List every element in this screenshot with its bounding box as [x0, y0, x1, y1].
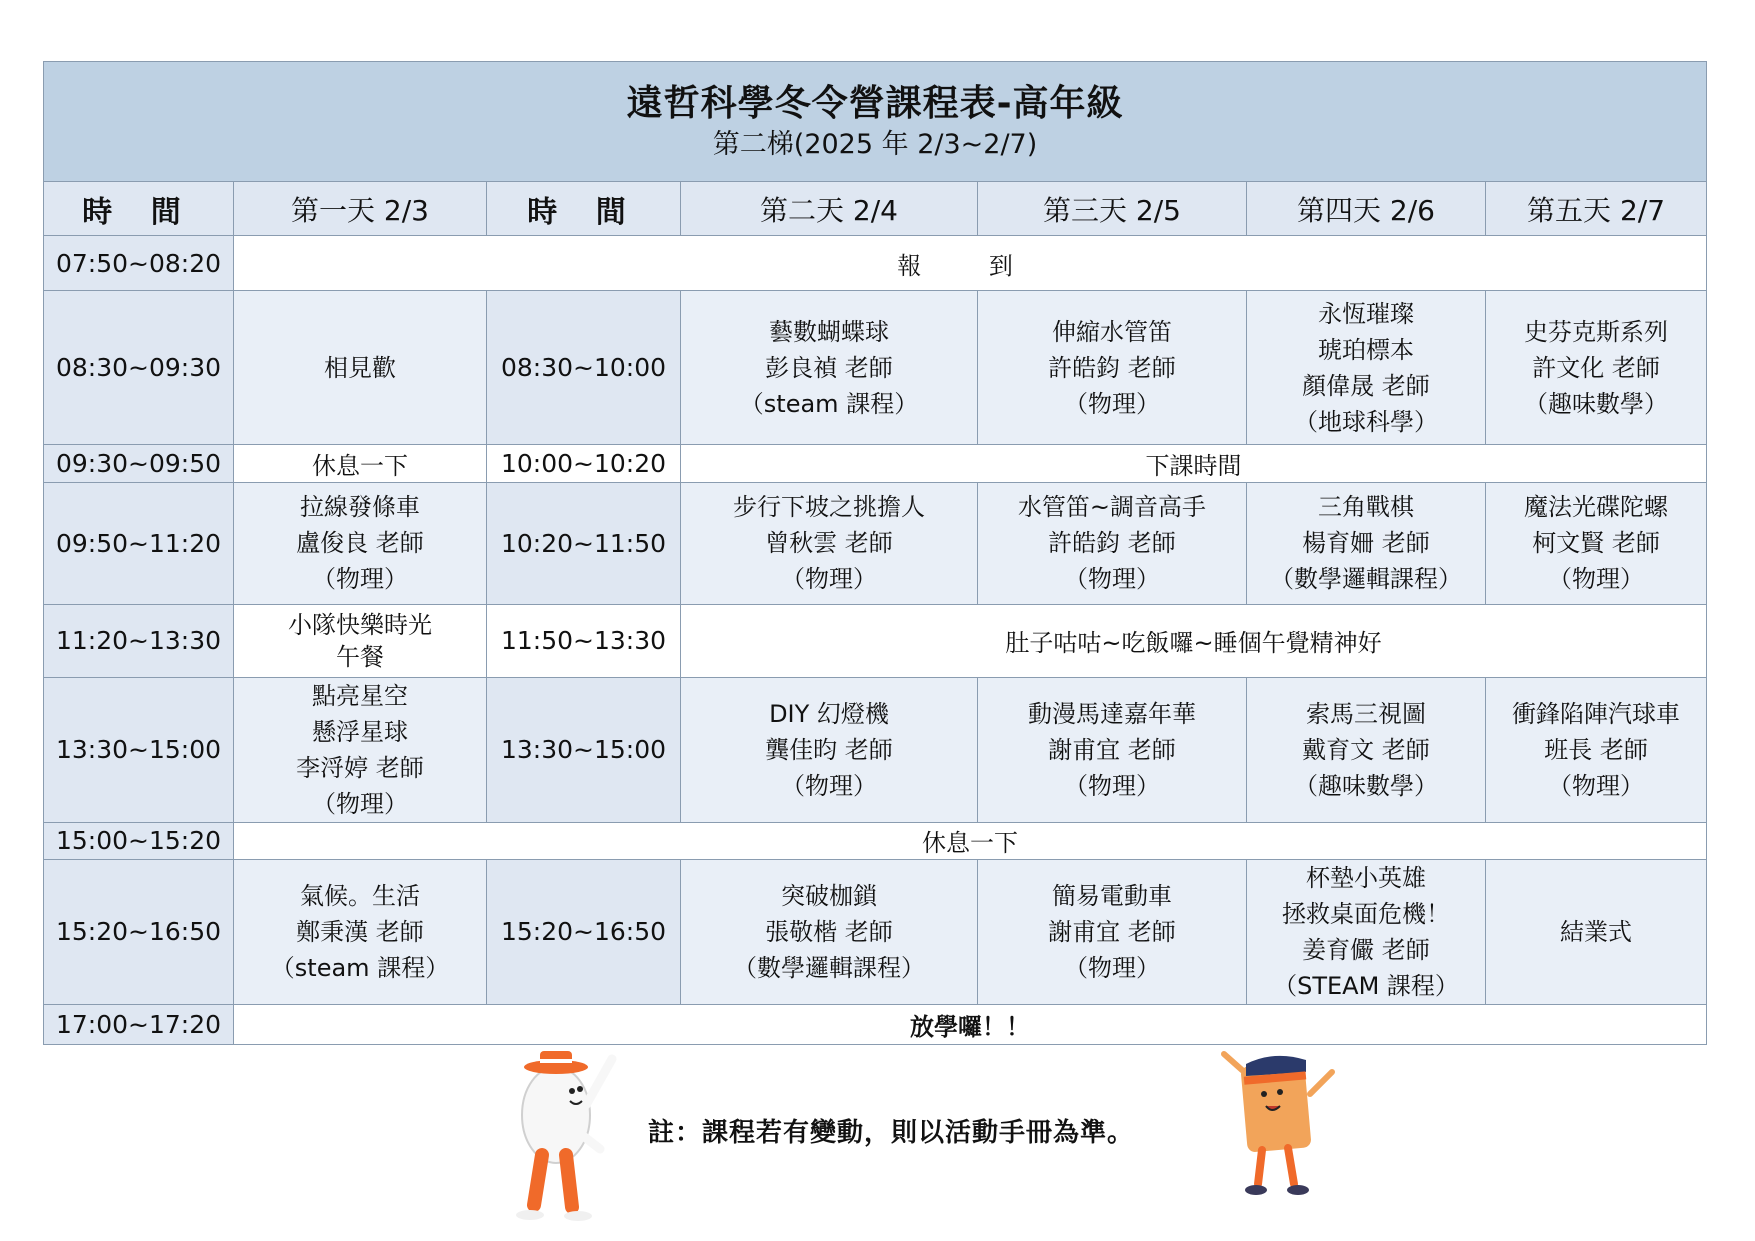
header-time-1: 時 間: [44, 182, 234, 236]
course-line: （物理）: [312, 789, 408, 818]
time-cell: 13:30~15:00: [44, 677, 234, 822]
course-line: （物理）: [1064, 389, 1160, 418]
course-line: （物理）: [1548, 565, 1645, 594]
schedule-table: [43, 61, 1707, 1045]
break-cell: 休息一下: [234, 822, 1707, 859]
course-line: 午餐: [336, 642, 384, 671]
time-cell: 15:20~16:50: [44, 859, 234, 1004]
row-break-1: [44, 445, 1707, 483]
course-line: 龔佳昀 老師: [765, 735, 893, 764]
row-dismiss: [44, 1004, 1707, 1044]
course-line: （物理）: [1064, 953, 1160, 982]
course-line: （steam 課程）: [739, 389, 919, 418]
course-line: （物理）: [781, 771, 877, 800]
time-cell: 10:00~10:20: [487, 445, 681, 483]
course-line: 張敬楷 老師: [765, 917, 893, 946]
course-cell: [978, 483, 1247, 604]
course-cell: [1247, 291, 1486, 445]
header-day-2: 第二天 2/4: [681, 182, 978, 236]
course-line: 步行下坡之挑擔人: [733, 493, 925, 522]
course-line: （物理）: [312, 565, 408, 594]
course-line: 簡易電動車: [1052, 881, 1172, 910]
course-line: 衝鋒陷陣汽球車: [1512, 699, 1681, 728]
course-cell: [681, 859, 978, 1004]
course-cell: [1486, 483, 1707, 604]
course-cell: [1486, 291, 1707, 445]
course-line: （物理）: [1064, 771, 1160, 800]
headband-card-mascot-icon: [1212, 1050, 1340, 1198]
course-line: 戴育文 老師: [1302, 735, 1430, 764]
course-line: 許文化 老師: [1532, 353, 1660, 382]
course-cell: [1486, 677, 1707, 822]
break-cell: 下課時間: [681, 445, 1707, 483]
course-line: 班長 老師: [1544, 735, 1648, 764]
page-title: 遠哲科學冬令營課程表-高年級: [626, 82, 1124, 124]
row-break-2: [44, 822, 1707, 859]
course-line: （數學邏輯課程）: [1270, 565, 1462, 594]
course-cell: [978, 859, 1247, 1004]
course-line: 柯文賢 老師: [1532, 529, 1660, 558]
time-cell: 15:00~15:20: [44, 822, 234, 859]
course-line: 許皓鈞 老師: [1048, 353, 1176, 382]
break-cell: 休息一下: [234, 445, 487, 483]
header-day-5: 第五天 2/7: [1486, 182, 1707, 236]
course-line: （物理）: [1064, 565, 1160, 594]
time-cell: 09:30~09:50: [44, 445, 234, 483]
header-day-4: 第四天 2/6: [1247, 182, 1486, 236]
course-line: （物理）: [1548, 771, 1645, 800]
course-cell: [978, 291, 1247, 445]
course-line: 鄭秉漢 老師: [296, 917, 424, 946]
course-cell: [234, 291, 487, 445]
course-line: 動漫馬達嘉年華: [1028, 699, 1196, 728]
course-line: 索馬三視圖: [1306, 699, 1426, 728]
course-cell: [978, 677, 1247, 822]
course-line: 拯救桌面危機！: [1282, 899, 1450, 928]
course-cell: [1486, 859, 1707, 1004]
course-line: （數學邏輯課程）: [733, 953, 925, 982]
time-cell: 08:30~10:00: [487, 291, 681, 445]
course-cell: [234, 677, 487, 822]
course-line: 杯墊小英雄: [1306, 863, 1426, 892]
row-checkin: [44, 236, 1707, 291]
header-day-1: 第一天 2/3: [234, 182, 487, 236]
lunch-cell: 肚子咕咕~吃飯囉~睡個午覺精神好: [681, 604, 1707, 677]
course-line: 李浖婷 老師: [296, 753, 424, 782]
course-line: DIY 幻燈機: [769, 699, 889, 728]
course-line: 史芬克斯系列: [1524, 317, 1669, 346]
row-period-3: [44, 677, 1707, 822]
hat-egg-mascot-icon: [512, 1045, 624, 1223]
course-line: 突破枷鎖: [781, 881, 877, 910]
course-line: 小隊快樂時光: [288, 610, 432, 639]
course-line: 結業式: [1560, 917, 1633, 946]
time-cell: 11:20~13:30: [44, 604, 234, 677]
header-row: [44, 182, 1707, 236]
lunch-cell: [234, 604, 487, 677]
time-cell: 09:50~11:20: [44, 483, 234, 604]
course-line: 魔法光碟陀螺: [1524, 493, 1669, 522]
course-line: （趣味數學）: [1524, 389, 1669, 418]
course-cell: [681, 677, 978, 822]
row-period-4: [44, 859, 1707, 1004]
footnote: 註：課程若有變動，則以活動手冊為準。: [648, 1118, 1135, 1148]
time-cell: 10:20~11:50: [487, 483, 681, 604]
course-line: 彭良禎 老師: [765, 353, 893, 382]
checkin-cell: 報 到: [234, 236, 1707, 291]
course-line: 曾秋雲 老師: [765, 529, 893, 558]
course-line: 水管笛~調音高手: [1017, 493, 1207, 522]
course-line: 點亮星空: [312, 681, 408, 710]
course-line: 琥珀標本: [1318, 335, 1414, 364]
time-cell: 15:20~16:50: [487, 859, 681, 1004]
row-period-2: [44, 483, 1707, 604]
header-time-2: 時 間: [487, 182, 681, 236]
course-line: 氣候。生活: [300, 881, 420, 910]
course-line: 顏偉晟 老師: [1302, 371, 1430, 400]
course-line: 姜育儼 老師: [1302, 935, 1430, 964]
course-line: 盧俊良 老師: [296, 529, 424, 558]
course-line: 謝甫宜 老師: [1048, 735, 1176, 764]
course-line: 相見歡: [324, 353, 396, 382]
course-line: （steam 課程）: [270, 953, 450, 982]
dismiss-cell: 放學囉！！: [234, 1004, 1707, 1044]
course-line: 許皓鈞 老師: [1048, 529, 1176, 558]
course-cell: [234, 859, 487, 1004]
time-cell: 08:30~09:30: [44, 291, 234, 445]
course-line: （地球科學）: [1294, 407, 1438, 436]
course-line: 拉線發條車: [300, 493, 420, 522]
course-cell: [1247, 859, 1486, 1004]
course-cell: [681, 291, 978, 445]
title-block: [44, 62, 1707, 182]
time-cell: 11:50~13:30: [487, 604, 681, 677]
course-line: （物理）: [781, 565, 877, 594]
course-line: 永恆璀璨: [1318, 299, 1414, 328]
course-line: （STEAM 課程）: [1273, 971, 1459, 1000]
time-cell: 13:30~15:00: [487, 677, 681, 822]
course-line: 藝數蝴蝶球: [769, 317, 889, 346]
course-line: （趣味數學）: [1294, 771, 1438, 800]
course-cell: [234, 483, 487, 604]
course-line: 三角戰棋: [1318, 493, 1414, 522]
course-cell: [681, 483, 978, 604]
row-period-1: [44, 291, 1707, 445]
course-cell: [1247, 483, 1486, 604]
course-line: 懸浮星球: [312, 717, 408, 746]
course-line: 謝甫宜 老師: [1048, 917, 1176, 946]
time-cell: 07:50~08:20: [44, 236, 234, 291]
course-line: 伸縮水管笛: [1052, 317, 1172, 346]
course-line: 楊育姍 老師: [1302, 529, 1430, 558]
time-cell: 17:00~17:20: [44, 1004, 234, 1044]
header-day-3: 第三天 2/5: [978, 182, 1247, 236]
course-cell: [1247, 677, 1486, 822]
row-lunch: [44, 604, 1707, 677]
page-subtitle: 第二梯(2025 年 2/3~2/7): [712, 128, 1038, 160]
